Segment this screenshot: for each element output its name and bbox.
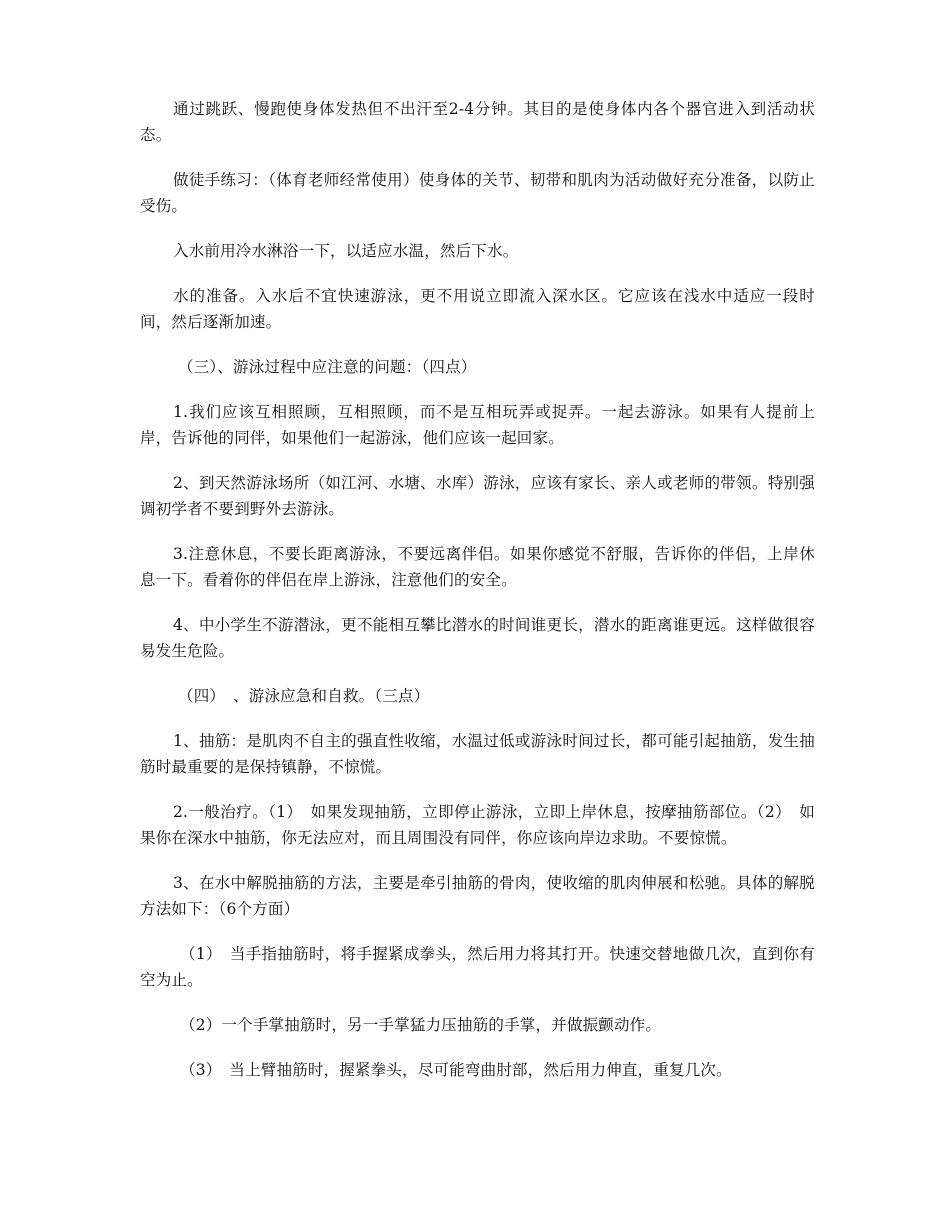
- section-heading-swimming-notes: （三）、游泳过程中应注意的问题：（四点）: [178, 358, 477, 376]
- paragraph-cold-shower: 入水前用冷水淋浴一下，以适应水温，然后下水。: [173, 242, 519, 260]
- paragraph-freehand-exercise: 做徒手练习：（体育老师经常使用）使身体的关节、韧带和肌肉为活动做好充分准备，以防止受伤。: [140, 171, 815, 215]
- paragraph-water-preparation: 水的准备。入水后不宜快速游泳，更不用说立即流入深水区。它应该在浅水中适应一段时间，然后逐渐加速。: [140, 287, 815, 331]
- paragraph-palm-cramp: （2）一个手掌抽筋时，另一手掌猛力压抽筋的手掌，并做振颤动作。: [180, 1016, 662, 1034]
- paragraph-warmup-jogging: 通过跳跃、慢跑使身体发热但不出汗至2-4分钟。其目的是使身体内各个器官进入到活动状态。: [140, 100, 815, 144]
- paragraph-note-3: 3.注意休息，不要长距离游泳，不要远离伴侣。如果你感觉不舒服，告诉你的伴侣，上岸休息一下。看着你的伴侣在岸上游泳，注意他们的安全。: [140, 545, 815, 589]
- section-heading-emergency-rescue: （四） 、游泳应急和自救。（三点）: [178, 687, 430, 705]
- paragraph-cramp-relief-methods: 3、在水中解脱抽筋的方法，主要是牵引抽筋的骨肉，使收缩的肌肉伸展和松驰。具体的解脱方法如下：（6个方面）: [140, 874, 815, 918]
- paragraph-cramp-definition: 1、抽筋：是肌肉不自主的强直性收缩，水温过低或游泳时间过长，都可能引起抽筋，发生抽筋时最重要的是保持镇静，不惊慌。: [140, 732, 815, 776]
- paragraph-note-2: 2、到天然游泳场所（如江河、水塘、水库）游泳，应该有家长、亲人或老师的带领。特别强调初学者不要到野外去游泳。: [140, 474, 815, 518]
- paragraph-finger-cramp: （1） 当手指抽筋时，将手握紧成拳头，然后用力将其打开。快速交替地做几次，直到你有空为止。: [140, 945, 815, 989]
- paragraph-note-1: 1.我们应该互相照顾，互相照顾，而不是互相玩弄或捉弄。一起去游泳。如果有人提前上岸，告诉他的同伴，如果他们一起游泳，他们应该一起回家。: [140, 403, 815, 447]
- paragraph-note-4: 4、中小学生不游潜泳，更不能相互攀比潜水的时间谁更长，潜水的距离谁更远。这样做很容易发生危险。: [140, 616, 815, 660]
- document-body: [140, 96, 815, 1102]
- paragraph-general-treatment: 2.一般治疗。（1） 如果发现抽筋，立即停止游泳，立即上岸休息，按摩抽筋部位。（2） 如果你在深水中抽筋，你无法应对，而且周围没有同伴，你应该向岸边求助。不要惊慌。: [140, 803, 815, 847]
- paragraph-upper-arm-cramp: （3） 当上臂抽筋时，握紧拳头，尽可能弯曲肘部，然后用力伸直，重复几次。: [180, 1061, 732, 1079]
